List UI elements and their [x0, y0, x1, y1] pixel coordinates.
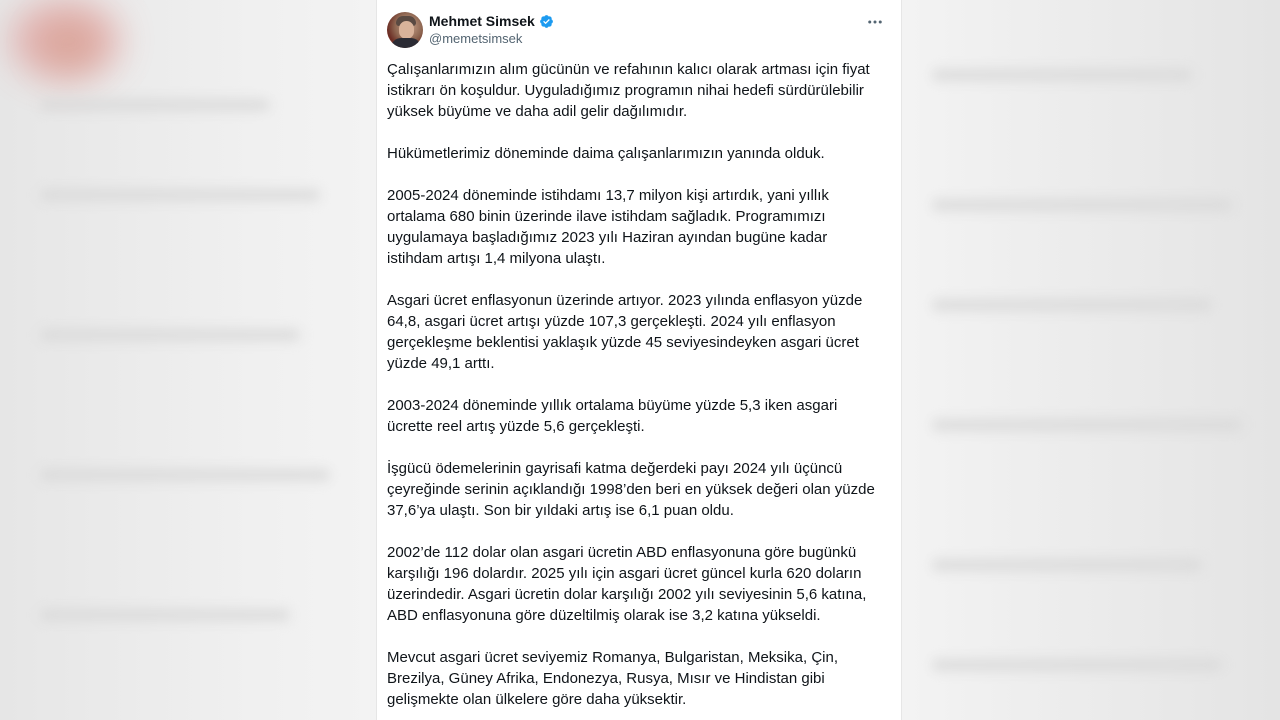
avatar[interactable]	[387, 12, 423, 48]
tweet-paragraph: İşgücü ödemelerinin gayrisafi katma değerdeki payı 2024 yılı üçüncü çeyreğinde serinin açıklandığı 1998’den beri en yüksek değeri olan yüzde 37,6’ya ulaştı. Son bir yıldaki artış ise 6,1 puan oldu.	[387, 460, 875, 519]
tweet-paragraph: Asgari ücret enflasyonun üzerinde artıyor. 2023 yılında enflasyon yüzde 64,8, asgari ücret artışı yüzde 107,3 gerçekleşti. 2024 yılı enflasyon gerçekleşme beklentisi yaklaşık yüzde 45 seviyesindeyken asgari ücret yüzde 49,1 arttı.	[387, 292, 863, 372]
author-display-name[interactable]: Mehmet Simsek	[429, 13, 535, 29]
tweet-paragraph: 2002’de 112 dolar olan asgari ücretin ABD enflasyonuna göre bugünkü karşılığı 196 dolardır. 2025 yılı için asgari ücret güncel kurla 620 doların üzerindedir. Asgari ücretin dolar karşılığı 2002 yılı seviyesinin 5,6 katına, ABD enflasyonuna göre düzeltilmiş olarak ise 3,2 katına yükseldi.	[387, 544, 867, 624]
tweet-header	[377, 0, 901, 56]
tweet-text	[387, 59, 887, 720]
blurred-background-left	[0, 0, 376, 720]
author-handle[interactable]: @memetsimsek	[429, 31, 523, 46]
tweet-paragraph: Mevcut asgari ücret seviyemiz Romanya, Bulgaristan, Meksika, Çin, Brezilya, Güney Afrika, Endonezya, Rusya, Mısır ve Hindistan gibi gelişmekte olan ülkelere göre daha yüksektir.	[387, 649, 838, 708]
tweet-paragraph: 2003-2024 döneminde yıllık ortalama büyüme yüzde 5,3 iken asgari ücrette reel artış yüzde 5,6 gerçekleşti.	[387, 397, 838, 435]
tweet-card	[376, 0, 902, 720]
author-name-row	[429, 12, 554, 30]
tweet-paragraph: Hükümetlerimiz döneminde daima çalışanlarımızın yanında olduk.	[387, 145, 825, 162]
more-options-icon[interactable]	[865, 12, 885, 32]
tweet-paragraph: Çalışanlarımızın alım gücünün ve refahının kalıcı olarak artması için fiyat istikrarı ön koşuldur. Uyguladığımız programın nihai hedefi sürdürülebilir yüksek büyüme ve daha adil gelir dağılımıdır.	[387, 61, 870, 120]
blurred-background-right	[902, 0, 1280, 720]
verified-badge-icon	[539, 14, 554, 29]
tweet-paragraph: 2005-2024 döneminde istihdamı 13,7 milyon kişi artırdık, yani yıllık ortalama 680 binin üzerinde ilave istihdam sağladık. Programımızı uygulamaya başladığımız 2023 yılı Haziran ayından bugüne kadar istihdam artışı 1,4 milyona ulaştı.	[387, 187, 829, 267]
